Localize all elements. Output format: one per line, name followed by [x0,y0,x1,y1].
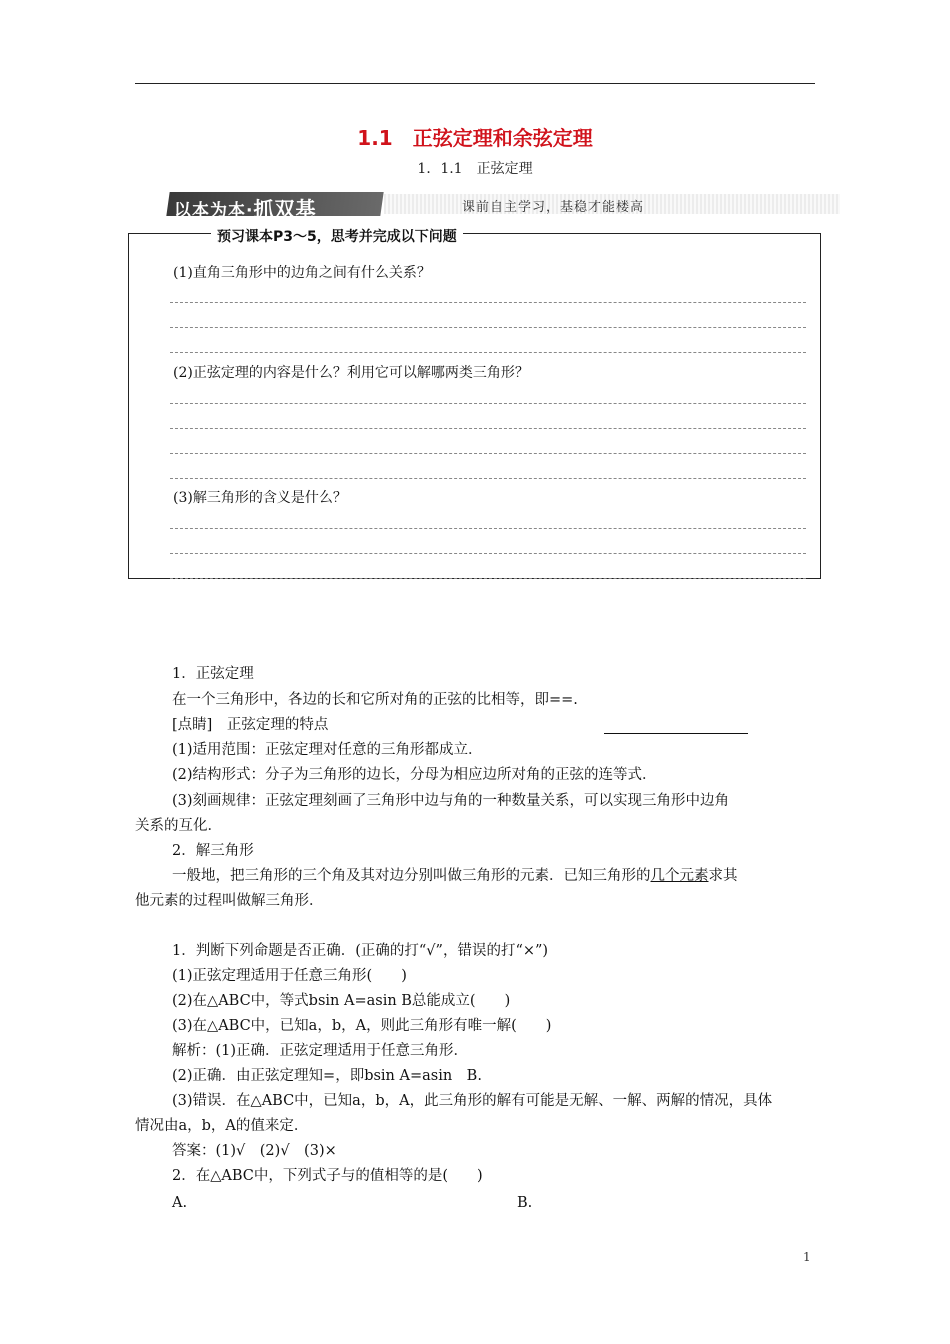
section-2-body-text: 一般地，把三角形的三个角及其对边分别叫做三角形的元素．已知三角形的 [172,868,651,884]
option-b: B. [517,1195,533,1211]
banner-title-emph: 抓双基 [253,197,317,221]
answer-line [170,352,806,353]
section-2-body [172,866,738,886]
answer-line [170,428,806,429]
section-1-point-3-cont: 关系的互化． [135,818,222,834]
exercise-1-item-2: (2)在△ABC中，等式bsin A=asin B总能成立( ) [172,993,511,1009]
fill-blank-line [604,733,748,734]
exercise-2: 2．在△ABC中，下列式子与的值相等的是( ) [172,1168,483,1184]
underlined-term: 几个元素 [650,868,709,884]
section-1-body: 在一个三角形中，各边的长和它所对角的正弦的比相等，即==. [172,692,578,708]
section-2-body-cont: 他元素的过程叫做解三角形． [135,893,324,909]
banner-title [174,193,316,222]
section-banner [168,192,840,221]
exercise-1-answer: 答案：(1)√ (2)√ (3)× [172,1143,337,1159]
answer-line [170,528,806,529]
section-1-note: [点睛] 正弦定理的特点 [172,717,329,733]
answer-line [170,453,806,454]
section-2-body-text-end: 求其 [708,868,738,884]
page-number: 1 [803,1250,811,1264]
answer-line [170,403,806,404]
analysis-3: (3)错误．在△ABC中，已知a，b，A，此三角形的解有可能是无解、一解、两解的情况，具体 [172,1093,773,1109]
exercise-1-item-1: (1)正弦定理适用于任意三角形( ) [172,968,407,984]
preview-question-1: (1)直角三角形中的边角之间有什么关系？ [173,265,431,281]
preview-question-2: (2)正弦定理的内容是什么？利用它可以解哪两类三角形？ [173,365,529,381]
section-1-point-3: (3)刻画规律：正弦定理刻画了三角形中边与角的一种数量关系，可以实现三角形中边角 [172,793,730,809]
analysis-3-cont: 情况由a，b，A的值来定． [135,1118,309,1134]
answer-line [170,578,806,579]
exercise-1-item-3: (3)在△ABC中，已知a，b，A，则此三角形有唯一解( ) [172,1018,552,1034]
banner-title-main: 以本为本· [174,201,254,221]
analysis-2: (2)正确．由正弦定理知=，即bsin A=asin B. [172,1068,482,1084]
answer-line [170,478,806,479]
page-title: 1.1 正弦定理和余弦定理 [357,126,593,150]
section-1-title: 1．正弦定理 [172,666,254,682]
section-1-point-2: (2)结构形式：分子为三角形的边长，分母为相应边所对角的正弦的连等式． [172,767,657,783]
preview-heading: 预习课本P3～5，思考并完成以下问题 [211,226,463,246]
option-a: A. [172,1195,188,1211]
section-1-point-1: (1)适用范围：正弦定理对任意的三角形都成立． [172,742,483,758]
preview-question-box [128,229,821,579]
analysis-1: 解析：(1)正确．正弦定理适用于任意三角形． [172,1043,469,1059]
exercise-1: 1．判断下列命题是否正确．(正确的打“√”，错误的打“×”) [172,943,549,959]
banner-subtitle: 课前自主学习，基稳才能楼高 [462,200,645,215]
preview-question-3: (3)解三角形的含义是什么？ [173,490,347,506]
answer-line [170,327,806,328]
section-2-title: 2．解三角形 [172,843,254,859]
page-subtitle: 1．1.1 正弦定理 [417,161,533,177]
answer-line [170,553,806,554]
answer-line [170,302,806,303]
top-rule [135,83,815,84]
